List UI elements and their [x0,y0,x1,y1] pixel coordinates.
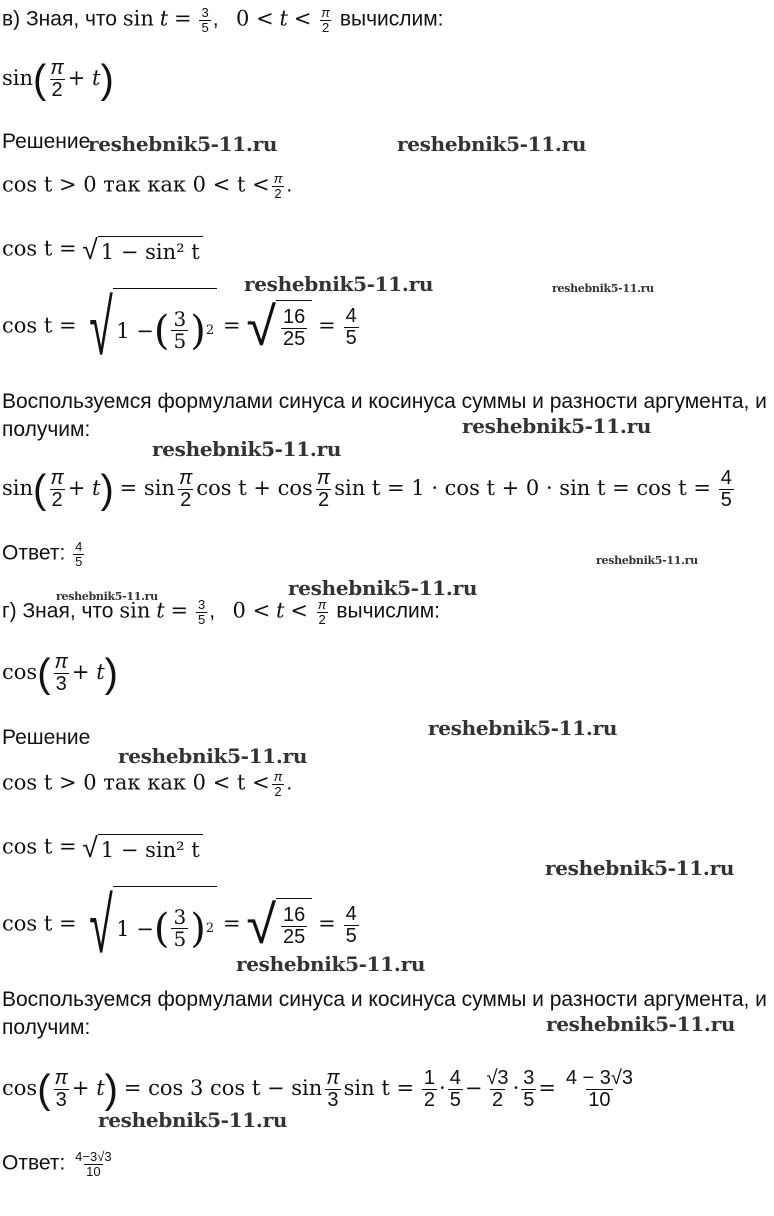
fraction: $\frac{\pi}{2}$ [273,769,283,799]
watermark: reshebnik5-11.ru [428,716,618,740]
watermark: reshebnik5-11.ru [152,437,342,461]
eq-sign: = [318,911,336,936]
fraction: $\frac{4}{5}$ [345,304,357,349]
eq-sign: = [170,598,189,623]
fraction: $\frac{4}{5}$ [345,902,357,947]
final-eq1: = cos 3 cos t − sin [123,1076,323,1101]
tail: + t [71,1076,105,1101]
watermark: reshebnik5-11.ru [462,414,652,438]
step2-lhs: cos t = [2,236,77,261]
answer-label: Ответ: [2,541,66,565]
step3-lhs: cos t = [2,911,77,936]
step3-lhs: cos t = [2,313,77,338]
verb: вычислим: [336,599,441,623]
range-b: t [279,6,288,31]
watermark: reshebnik5-11.ru [596,554,698,567]
eq-sign: = [222,313,241,338]
fraction: $\frac{\pi}{2}$ [50,57,64,101]
step1-text: cos t > 0 так как 0 < t < [2,770,270,795]
part-g-solution-heading: Решение [2,726,91,749]
eq-sign: = [318,313,336,338]
final-sin: sin t = [343,1076,415,1101]
period: . [286,771,293,795]
part-g-step1 [2,770,292,798]
answer-fraction: $\frac{4-3√3}{10}$ [75,1149,112,1179]
watermark: reshebnik5-11.ru [546,1012,736,1036]
fn-name: sin [2,66,34,91]
fraction: $\frac{\pi}{3}$ [54,651,68,695]
part-g-condition: г) Зная, что sin t = $\frac{3}{5}$ , 0 < t < $\frac{\pi}{2}$ вычислим: [2,597,441,627]
part-g-expression [2,652,118,695]
condition-label: г) Зная, что [2,599,114,623]
sqrt: √ 1 − sin² t [82,834,202,862]
watermark: reshebnik5-11.ru [56,590,158,603]
range-c: < [293,6,312,31]
watermark: reshebnik5-11.ru [244,272,434,296]
verb: вычислим: [339,7,444,31]
fn-name: cos [2,660,38,685]
condition-label: в) Зная, что [2,7,117,31]
watermark: reshebnik5-11.ru [552,282,654,295]
sin-text: sin [119,598,151,623]
sqrt: √ $\frac{16}{25}$ [246,300,312,354]
part-g-formula-text: Воспользуемся формулами синуса и косинуса суммы и разности аргумента, и получим: [2,988,767,1039]
sqrt: √ $\frac{16}{25}$ [246,898,312,952]
part-g-step2 [2,834,203,862]
part-g-answer [2,1150,116,1178]
fraction: $\frac{\pi}{2}$ [321,5,330,35]
watermark: reshebnik5-11.ru [288,576,478,600]
part-v-answer [2,540,86,568]
expr-tail: + t [67,66,101,91]
fraction: $\frac{3}{5}$ [201,5,209,35]
eq-sign: = [222,911,241,936]
watermark: reshebnik5-11.ru [118,744,308,768]
range-a: 0 < [236,6,274,31]
part-v-condition: в) Зная, что sin t = $\frac{3}{5}$ , 0 < t < $\frac{\pi}{2}$ вычислим: [2,5,444,35]
eq-sign: = [174,6,192,31]
part-g-final: cos( $\frac{\pi}{3}$ + t) = cos 3 cos t − sin $\frac{\pi}{3}$ sin t = $\frac{1}{2}$ · $\frac{4}{5}$ − $\frac{√3}{2}$ · $\frac{3}{5}$ = $\frac{4 - 3√3}{10}$ [2,1067,633,1112]
watermark: reshebnik5-11.ru [397,132,587,156]
final-eq1: = sin [119,476,175,501]
range-c: < [290,598,308,623]
period: . [286,173,293,197]
part-v-final: sin( $\frac{\pi}{2}$ + t) = sin $\frac{\pi}{2}$ cos t + cos $\frac{\pi}{2}$ sin t = 1 · cos t + 0 · sin t = cos t = $\frac{4}{5}$ [2,467,732,512]
result-fraction: $\frac{4 - 3√3}{10}$ [565,1067,633,1111]
step2-lhs: cos t = [2,834,77,859]
part-v-expression [2,58,114,101]
part-v-step3 [2,283,361,371]
paren-open: ( [37,651,51,696]
range-b: t [276,598,285,623]
step1-text: cos t > 0 так как 0 < t < [2,172,270,197]
part-v-step1 [2,172,292,200]
var-t: t [159,6,169,31]
part-v-formula-text: Воспользуемся формулами синуса и косинуса суммы и разности аргумента, и получим: [2,390,767,441]
sqrt: √ 1 − ( $\frac{3}{5}$ ) 2 [82,288,217,366]
watermark: reshebnik5-11.ru [236,952,426,976]
var-t: t [156,598,165,623]
fraction: $\frac{\pi}{2}$ [317,597,327,627]
tail: + t [67,476,101,501]
paren-close: ) [100,57,114,102]
final-cos: cos t + cos [196,476,313,501]
answer-fraction: $\frac{4}{5}$ [75,539,83,569]
final-sin: sin t = 1 · cos t + 0 · sin t = cos t = [334,476,711,501]
watermark: reshebnik5-11.ru [98,1108,288,1132]
paren-close: ) [104,651,118,696]
fraction: $\frac{3}{5}$ [197,597,206,627]
part-v-step2 [2,236,203,264]
watermark: reshebnik5-11.ru [545,856,735,880]
fn-name: sin [2,476,34,501]
fn-name: cos [2,1076,38,1101]
range-a: 0 < [232,598,271,623]
sqrt: √ 1 − ( $\frac{3}{5}$ ) 2 [82,886,217,964]
watermark: reshebnik5-11.ru [88,132,278,156]
paren-open: ( [33,57,47,102]
part-v-solution-heading: Решение [2,130,91,153]
sin-text: sin [122,6,154,31]
fraction: $\frac{\pi}{2}$ [273,171,283,201]
fraction: $\frac{4}{5}$ [720,467,732,511]
expr-tail: + t [71,660,105,685]
answer-label: Ответ: [2,1151,66,1175]
sqrt: √ 1 − sin² t [82,236,202,264]
